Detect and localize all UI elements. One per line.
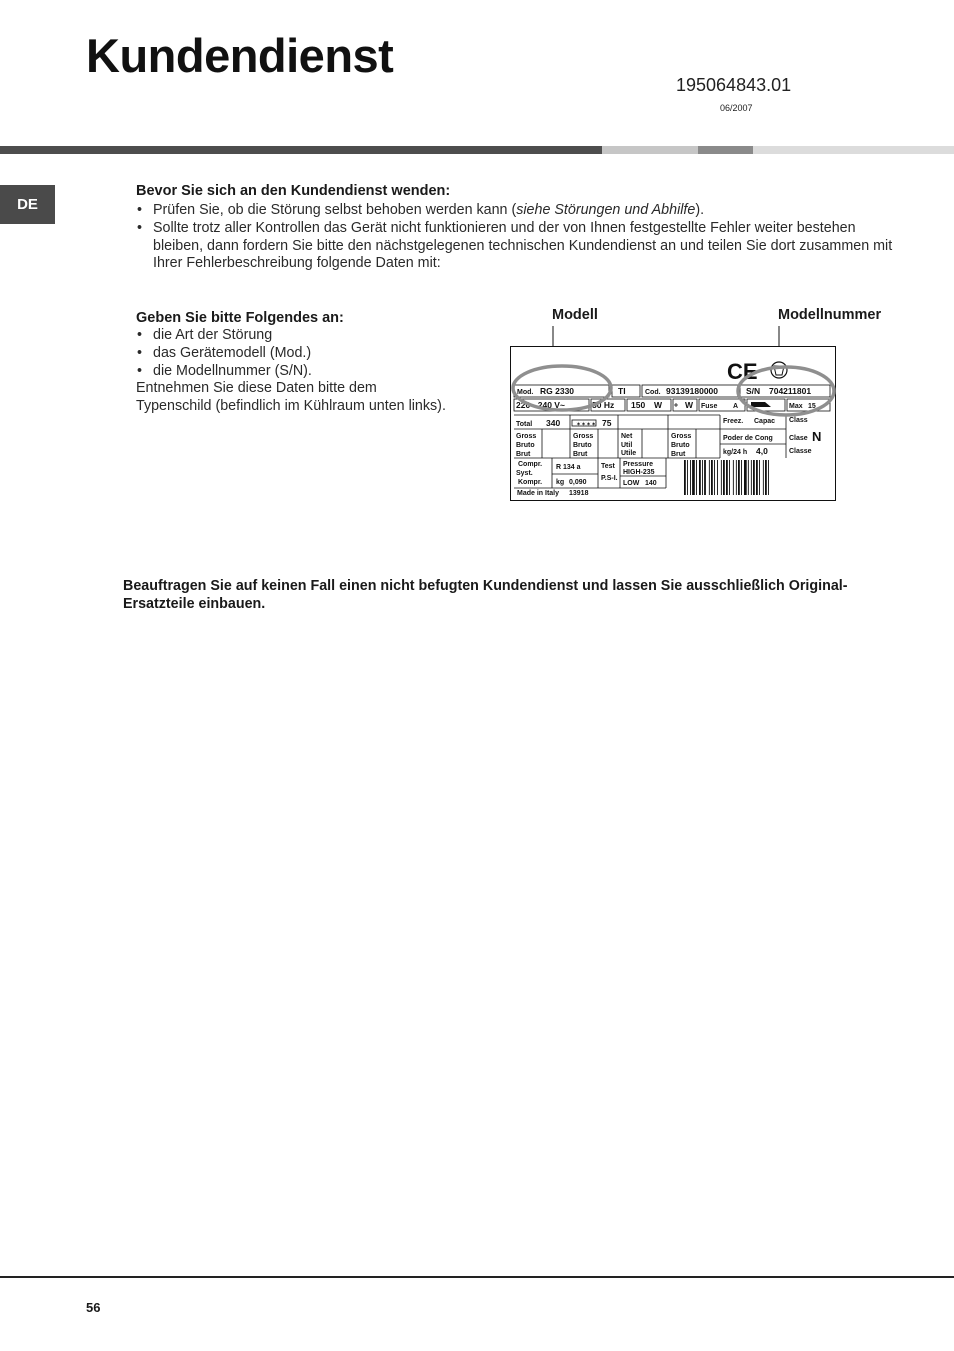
barcode-bar (717, 460, 718, 495)
frequency-value: 50 Hz (592, 400, 615, 410)
classe-label: Classe (789, 448, 812, 455)
kg-label: kg (556, 479, 565, 486)
poder-label: Poder de Cong (723, 435, 773, 442)
refrigerant-value: R 134 a (556, 464, 581, 471)
total-label: Total (516, 421, 533, 428)
fuse-label: Fuse (701, 403, 718, 410)
document-date: 06/2007 (720, 103, 753, 113)
page-number: 56 (86, 1300, 101, 1315)
barcode-bar (748, 460, 749, 495)
reference-link-text: siehe Störungen und Abhilfe (516, 202, 696, 218)
barcode-bar (690, 460, 691, 495)
barcode-bar (759, 460, 760, 495)
climate-class-value: N (812, 429, 822, 444)
test-label: Test (601, 463, 615, 470)
barcode-bar (711, 460, 713, 495)
stripe-segment-pale (753, 146, 954, 154)
made-in-label: Made in Italy (517, 490, 560, 497)
low-value: 140 (645, 480, 657, 487)
section-heading: Bevor Sie sich an den Kundendienst wenden: (136, 183, 451, 199)
low-label: LOW (623, 480, 640, 487)
freez-label: Freez. (723, 418, 744, 425)
mod-label: Mod. (517, 389, 534, 396)
stripe-segment-mid (698, 146, 753, 154)
gross-label: Gross (516, 433, 537, 440)
barcode-bar (768, 460, 769, 495)
barcode-bar (738, 460, 740, 495)
high-pressure-value: HIGH-235 (623, 469, 655, 476)
header-stripe (0, 146, 954, 154)
voltage-value: 220 - 240 V~ (516, 400, 565, 410)
bruto-label: Bruto (671, 442, 690, 449)
note-line: Typenschild (befindlich im Kühlraum unten links). (136, 398, 446, 415)
barcode-bar (704, 460, 706, 495)
barcode-bar (765, 460, 767, 495)
gross-label: Gross (671, 433, 692, 440)
clase-label: Clase (789, 435, 808, 442)
cod-value: 93139180000 (666, 386, 719, 396)
kg24-value: 4,0 (756, 446, 768, 456)
barcode-bar (709, 460, 710, 495)
barcode-bar (741, 460, 742, 495)
note-line: Entnehmen Sie diese Daten bitte dem (136, 380, 377, 397)
capac-label: Capac (754, 418, 776, 425)
ce-mark: CE (727, 359, 758, 384)
barcode (684, 460, 769, 495)
barcode-bar (756, 460, 758, 495)
total-value: 340 (546, 418, 561, 428)
kg-value: 0,090 (569, 479, 587, 486)
util-label: Util (621, 442, 633, 449)
max-value: 15 (808, 403, 816, 410)
list-item: • das Gerätemodell (Mod.) (136, 345, 476, 363)
list-item: • Sollte trotz aller Kontrollen das Gerät nicht funktionieren und der von Ihnen festgestellte Fehler weiter bestehen bleiben, dann fordern Sie bitte den nächstgelegenen technischen Kundendienst an und teilen Sie dort zusammen mit Ihrer Fehlerbeschreibung folgende Daten mit: (136, 220, 896, 273)
provide-info-section (136, 309, 476, 416)
cod-label: Cod. (645, 389, 661, 396)
total-value-2: 75 (602, 418, 612, 428)
barcode-bar (714, 460, 715, 495)
barcode-bar (687, 460, 688, 495)
barcode-bar (733, 460, 734, 495)
lamp-watt-unit: W (685, 400, 694, 410)
kg24-label: kg/24 h (723, 449, 748, 456)
stripe-segment-light (602, 146, 698, 154)
document-number: 195064843.01 (676, 75, 792, 95)
barcode-bar (753, 460, 755, 495)
max-label: Max (789, 403, 803, 410)
section-heading: Geben Sie bitte Folgendes an: (136, 310, 344, 326)
compr-label: Compr. (518, 461, 543, 468)
bruto-label: Bruto (516, 442, 535, 449)
bullet-text-end: ). (695, 202, 705, 218)
made-code: 13918 (569, 490, 589, 497)
stripe-segment-dark (0, 146, 602, 154)
barcode-bar (729, 460, 730, 495)
model-label: Modell (552, 307, 598, 323)
star-icon: ✶✶✶✶ (576, 422, 597, 428)
gross-label: Gross (573, 433, 594, 440)
barcode-bar (736, 460, 737, 495)
barcode-bar (723, 460, 725, 495)
syst-label: Syst. (516, 470, 533, 477)
warning-text: Beauftragen Sie auf keinen Fall einen nicht befugten Kundendienst und lassen Sie ausschließlich Original-Ersatzteile einbauen. (123, 578, 848, 612)
barcode-bar (721, 460, 722, 495)
brut-label: Brut (516, 451, 531, 458)
list-item: • die Modellnummer (S/N). (136, 363, 476, 381)
barcode-bar (699, 460, 701, 495)
sn-value: 704211801 (769, 386, 812, 396)
before-contact-section (136, 182, 896, 273)
barcode-bar (726, 460, 728, 495)
brut-label: Brut (671, 451, 686, 458)
amp-label: A (733, 403, 739, 410)
footer-divider (0, 1276, 954, 1278)
info-list (136, 327, 476, 380)
utile-label: Utile (621, 450, 637, 457)
serial-label: Modellnummer (778, 307, 882, 323)
list-item: • die Art der Störung (136, 327, 476, 345)
page-title: Kundendienst (86, 29, 394, 82)
rating-plate-illustration (470, 326, 850, 508)
brut-label: Brut (573, 451, 588, 458)
mod-value: RG 2330 (540, 386, 575, 396)
pressure-label: Pressure (623, 461, 653, 468)
language-badge: DE (0, 185, 55, 224)
watt-value: 150 (631, 400, 646, 410)
bullet-text: Prüfen Sie, ob die Störung selbst behoben werden kann ( (153, 202, 517, 218)
class-label: Class (789, 417, 808, 424)
barcode-bar (696, 460, 697, 495)
barcode-bar (751, 460, 752, 495)
barcode-bar (744, 460, 747, 495)
net-label: Net (621, 433, 633, 440)
barcode-bar (692, 460, 695, 495)
psi-label: P.S-I. (601, 475, 618, 482)
kompr-label: Kompr. (518, 479, 543, 486)
bruto-label: Bruto (573, 442, 592, 449)
list-item (136, 202, 896, 220)
watt-unit: W (654, 400, 663, 410)
barcode-bar (702, 460, 703, 495)
ti-value: TI (618, 386, 626, 396)
check-list (136, 202, 896, 273)
sn-label: S/N (746, 386, 761, 396)
barcode-bar (684, 460, 686, 495)
barcode-bar (763, 460, 764, 495)
